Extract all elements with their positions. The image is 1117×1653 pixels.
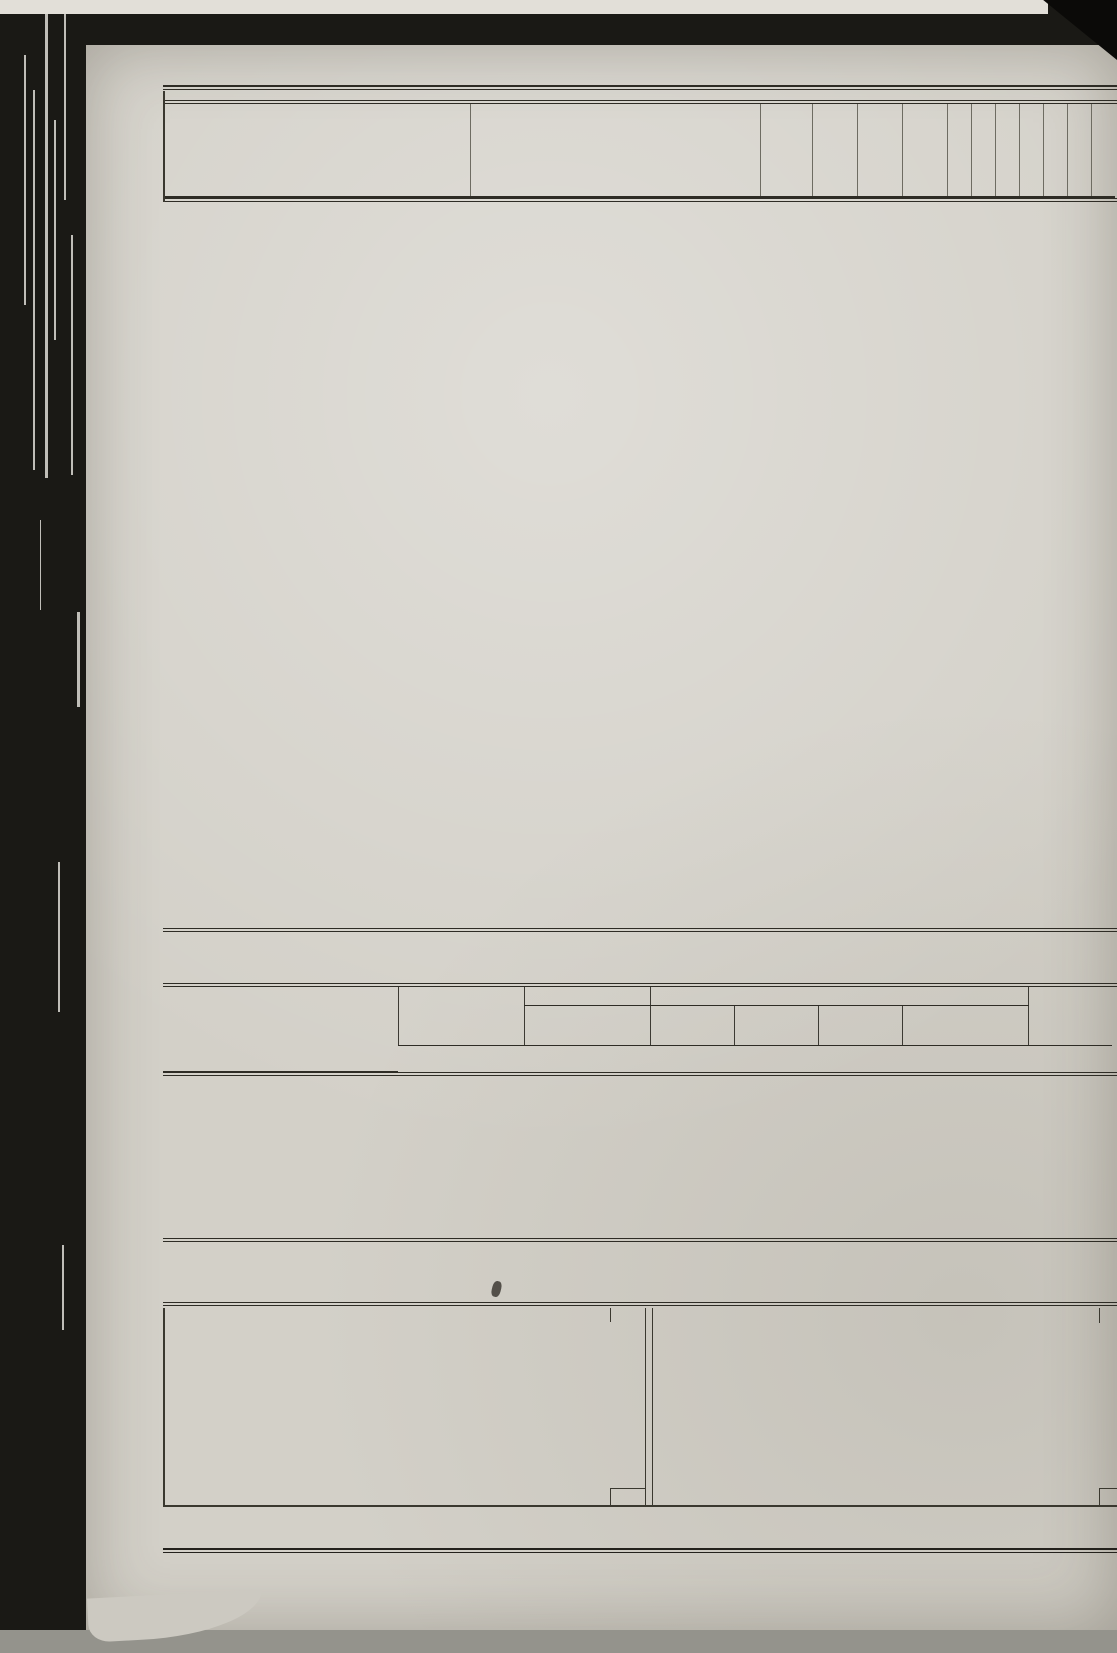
binding-streak bbox=[45, 8, 48, 478]
binding-streak bbox=[77, 612, 80, 707]
scan-top-edge bbox=[0, 0, 1048, 14]
personale-table bbox=[163, 987, 1112, 1072]
column-header-qualita bbox=[470, 104, 760, 197]
arrests-left-spacer bbox=[165, 1308, 645, 1322]
empty-column bbox=[971, 104, 995, 197]
center-divider bbox=[645, 1308, 653, 1505]
binding-streak bbox=[71, 235, 73, 475]
column-group-dimissioni bbox=[734, 1005, 818, 1045]
rule bbox=[163, 85, 1117, 90]
binding-streak bbox=[64, 5, 66, 200]
column-group-diminuzioni bbox=[650, 987, 1028, 1005]
binding-streak bbox=[58, 862, 60, 1012]
personale-section bbox=[163, 983, 1117, 1076]
column-group-in-servizio-fine bbox=[1028, 987, 1112, 1045]
rule bbox=[163, 1072, 1117, 1076]
binding-streak bbox=[33, 90, 35, 470]
column-group-in-servizio-principio bbox=[398, 987, 524, 1045]
binding-streak bbox=[40, 520, 41, 610]
binding-streak bbox=[24, 55, 26, 305]
column-header-generi bbox=[165, 104, 470, 197]
column-header-31-ottobre bbox=[812, 104, 857, 197]
rule bbox=[163, 1548, 1117, 1553]
empty-column bbox=[995, 104, 1019, 197]
price-statistics-section bbox=[163, 91, 1117, 202]
column-header-qualifica bbox=[163, 987, 398, 1071]
empty-column bbox=[1019, 104, 1043, 197]
da-riportare-row bbox=[165, 1488, 645, 1505]
column-header-unita bbox=[760, 104, 812, 197]
column-group-in-complesso bbox=[902, 1005, 1028, 1045]
column-group-assunzione bbox=[524, 1005, 650, 1045]
da-riportare-value bbox=[610, 1488, 645, 1505]
binding-streak bbox=[62, 1245, 64, 1330]
rule bbox=[163, 928, 1117, 932]
rule bbox=[163, 1302, 1117, 1306]
totale-arresti-row bbox=[654, 1488, 1117, 1505]
riporto-row bbox=[654, 1308, 1117, 1323]
arrests-table bbox=[163, 1308, 1117, 1507]
empty-column bbox=[1067, 104, 1091, 197]
binding-streak bbox=[54, 120, 56, 340]
column-group-aumenti bbox=[524, 987, 650, 1005]
column-group-morti bbox=[818, 1005, 902, 1045]
price-table bbox=[165, 104, 1115, 198]
rule bbox=[163, 1238, 1117, 1242]
page-body bbox=[86, 45, 1117, 1630]
column-header-30-novembre bbox=[857, 104, 902, 197]
arrests-left-column bbox=[165, 1308, 645, 1505]
empty-column bbox=[1091, 104, 1115, 197]
column-group-collocamento bbox=[650, 1005, 734, 1045]
empty-column bbox=[1043, 104, 1067, 197]
personale-header-row1 bbox=[163, 987, 1112, 1005]
rule bbox=[165, 198, 1117, 202]
price-table-header-row bbox=[165, 104, 1115, 197]
arrests-right-column bbox=[654, 1308, 1117, 1505]
empty-column bbox=[947, 104, 971, 197]
column-header-31-dicembre bbox=[902, 104, 947, 197]
